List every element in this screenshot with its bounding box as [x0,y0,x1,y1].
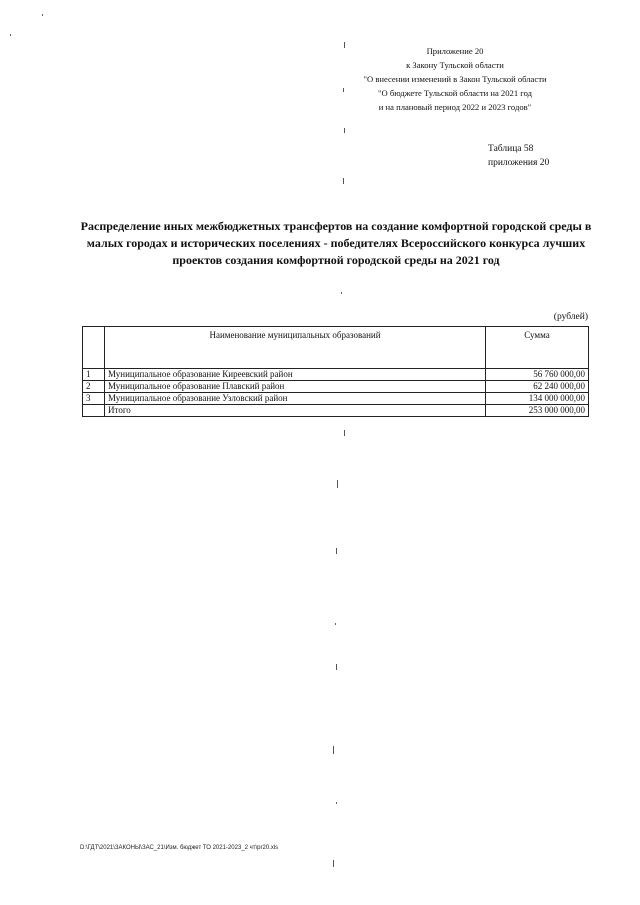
row-number: 1 [83,369,105,381]
row-sum: 62 240 000,00 [486,381,589,393]
appendix-header [340,44,570,114]
total-label: Итого [105,405,486,417]
header-line: Приложение 20 [426,46,484,56]
row-name: Муниципальное образование Киреевский район [105,369,486,381]
scan-mark [343,178,344,184]
scan-mark [343,88,344,92]
header-sum: Сумма [486,327,589,369]
row-number: 3 [83,393,105,405]
row-sum: 56 760 000,00 [486,369,589,381]
scan-dot [336,802,337,804]
row-name: Муниципальное образование Узловский район [105,393,486,405]
header-line: и на плановый период 2022 и 2023 годов" [378,102,532,112]
total-sum: 253 000 000,00 [486,405,589,417]
table-row [83,393,589,405]
table-row [83,381,589,393]
table-ref-line: Таблица 58 [488,144,534,154]
scan-mark [336,548,337,554]
scan-dot [335,623,336,625]
header-line: "О бюджете Тульской области на 2021 год [378,88,532,98]
header-line: "О внесении изменений в Закон Тульской области [363,74,547,84]
row-name: Муниципальное образование Плавский район [105,381,486,393]
scan-mark [333,746,334,754]
scan-mark [344,128,345,133]
table-reference [488,142,549,170]
scan-mark [337,480,338,488]
scan-mark [344,42,345,48]
table-header-row [83,327,589,369]
unit-label: (рублей) [553,312,588,322]
header-name: Наименование муниципальных образований [105,327,486,369]
scan-dot [10,34,11,36]
scan-mark [336,664,337,670]
table-ref-line: приложения 20 [488,158,550,168]
scan-dot [42,14,43,16]
row-number: 2 [83,381,105,393]
scan-dot [341,292,342,294]
header-line: к Закону Тульской области [406,60,504,70]
header-number [83,327,105,369]
scan-mark [333,860,334,867]
table-total-row [83,405,589,417]
document-title: Распределение иных межбюджетных трансфертов на создание комфортной городской среды в малых городах и исторических поселениях - победителях Всероссийского конкурса лучших проектов создания комфортной городской среды на 2021 год [80,219,592,267]
distribution-table [82,326,589,417]
table-row [83,369,589,381]
file-path-footer: D:\ГДТ\2021\ЗАКОНЫ\ЗАС_21\Изм. бюджет ТО 2021-2023_2 чт\pr20.xls [80,845,279,851]
scan-mark [344,430,345,436]
row-sum: 134 000 000,00 [486,393,589,405]
total-number [83,405,105,417]
